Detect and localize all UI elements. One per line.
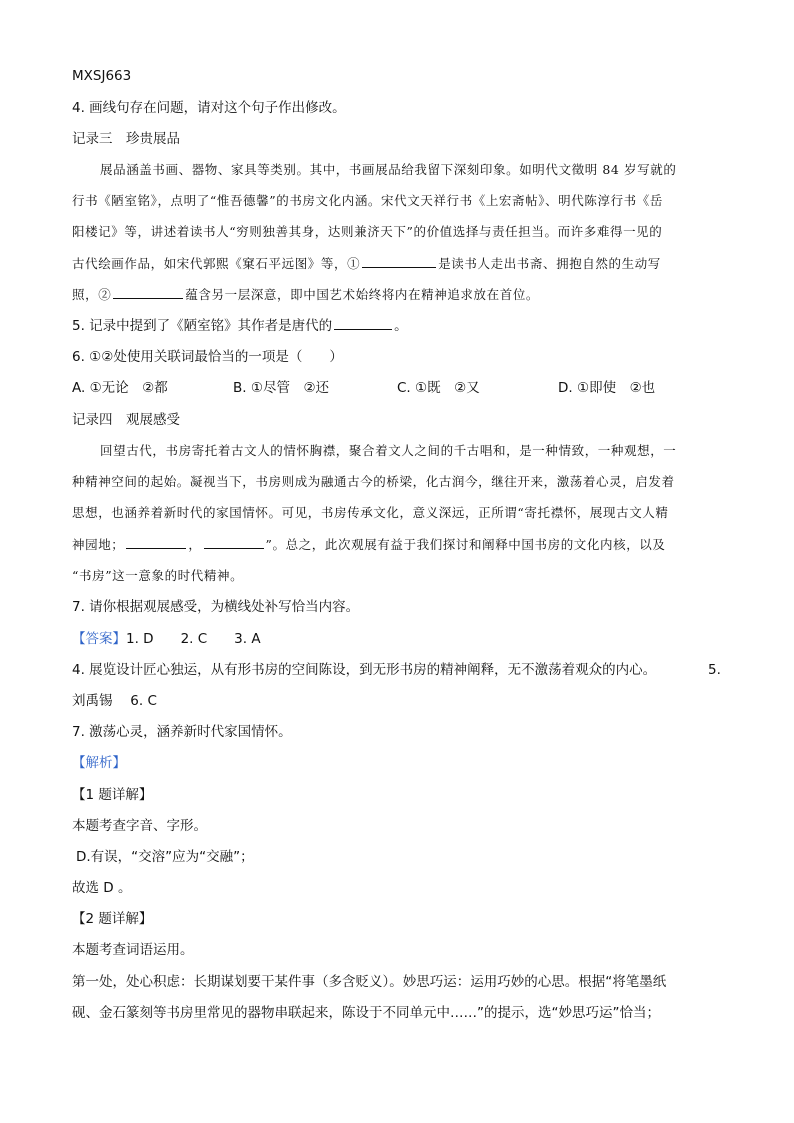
record3-line-5-end: 蕴含另一层深意，即中国艺术始终将内在精神追求放在首位。 [185,287,540,302]
record4-line-1: 回望古代，书房寄托着古文人的情怀胸襟，聚合着文人之间的千古唱和，是一种情致，一种观想，一 [100,443,677,458]
answer-line-2: 4. 展览设计匠心独运，从有形书房的空间陈设，到无形书房的精神阐释，无不激荡着观众的内心。 [72,662,657,678]
detail-1-title: 【1 题详解】 [72,787,153,803]
record3-heading: 记录三 珍贵展品 [72,131,180,147]
question-4: 4. 画线句存在问题，请对这个句子作出修改。 [72,100,346,116]
record4-line-4 [72,535,666,555]
answer-line-3: 刘禹锡 6. C [72,693,157,709]
record4-line-2: 种精神空间的起始。凝视当下，书房则成为融通古今的桥梁，化古润今，继往开来，激荡着心灵，启发着 [72,474,675,489]
option-a: A. ①无论 ②都 [72,380,168,396]
detail-1-line-3: 故选 D 。 [72,880,132,896]
detail-1-line-2: D.有误，“交溶”应为“交融”； [76,849,254,865]
detail-2-title: 【2 题详解】 [72,911,153,927]
option-b: B. ①尽管 ②还 [233,380,330,396]
answer-5-number: 5. [708,662,721,678]
record3-line-1: 展品涵盖书画、器物、家具等类别。其中，书画展品给我留下深刻印象。如明代文徵明 84 岁写就的 [100,162,677,177]
record3-line-4-end: 是读书人走出书斋、拥抱自然的生动写 [438,256,661,271]
record4-line-4-end: ”。总之，此次观展有益于我们探讨和阐释中国书房的文化内核，以及 [265,537,666,552]
option-c: C. ①既 ②又 [397,380,480,396]
detail-1-line-1: 本题考查字音、字形。 [72,818,207,834]
question-6: 6. ①②处使用关联词最恰当的一项是（ ） [72,349,343,365]
question-5-text: 5. 记录中提到了《陋室铭》其作者是唐代的 [72,318,333,334]
blank-3 [126,535,186,549]
record4-heading: 记录四 观展感受 [72,412,180,428]
record3-line-5 [72,285,539,305]
record3-line-3: 阳楼记》等，讲述着读书人“穷则独善其身，达则兼济天下”的价值选择与责任担当。而许多难得一见的 [72,224,663,239]
answer-1-3: 1. D 2. C 3. A [126,631,261,647]
question-5-end: 。 [394,318,408,334]
detail-2-line-2: 第一处，处心积虑：长期谋划要干某件事（多含贬义）。妙思巧运：运用巧妙的心思。根据“将笔墨纸 [72,974,667,990]
answer-label: 【答案】 [72,631,126,647]
analysis-label: 【解析】 [72,755,126,771]
record3-line-4-start: 古代绘画作品，如宋代郭熙《窠石平远图》等，① [72,256,361,271]
doc-code: MXSJ663 [72,68,132,84]
detail-2-line-3: 砚、金石篆刻等书房里常见的器物串联起来，陈设于不同单元中……”的提示，选“妙思巧运”恰当； [72,1005,660,1021]
record3-line-4 [72,254,661,274]
record4-line-3: 思想，也涵养着新时代的家国情怀。可见，书房传承文化，意义深远，正所谓“寄托襟怀，展现古文人精 [72,505,669,520]
question-5-blank [334,316,392,330]
blank-2 [113,285,183,299]
answer-line-4: 7. 激荡心灵，涵养新时代家国情怀。 [72,724,292,740]
detail-2-line-1: 本题考查词语运用。 [72,942,194,958]
record4-line-5: “书房”这一意象的时代精神。 [72,568,244,583]
option-d: D. ①即使 ②也 [558,380,656,396]
blank-1 [362,254,436,268]
question-7: 7. 请你根据观展感受，为横线处补写恰当内容。 [72,599,360,615]
record4-line-4-sep: ， [188,537,202,552]
blank-4 [204,535,264,549]
record3-line-5-start: 照，② [72,287,112,302]
answer-line-1 [72,629,261,649]
record4-line-4-start: 神园地； [72,537,125,552]
record3-line-2: 行书《陋室铭》，点明了“惟吾德馨”的书房文化内涵。宋代文天祥行书《上宏斋帖》、明代陈淳行书《岳 [72,193,663,208]
question-5 [72,316,408,336]
